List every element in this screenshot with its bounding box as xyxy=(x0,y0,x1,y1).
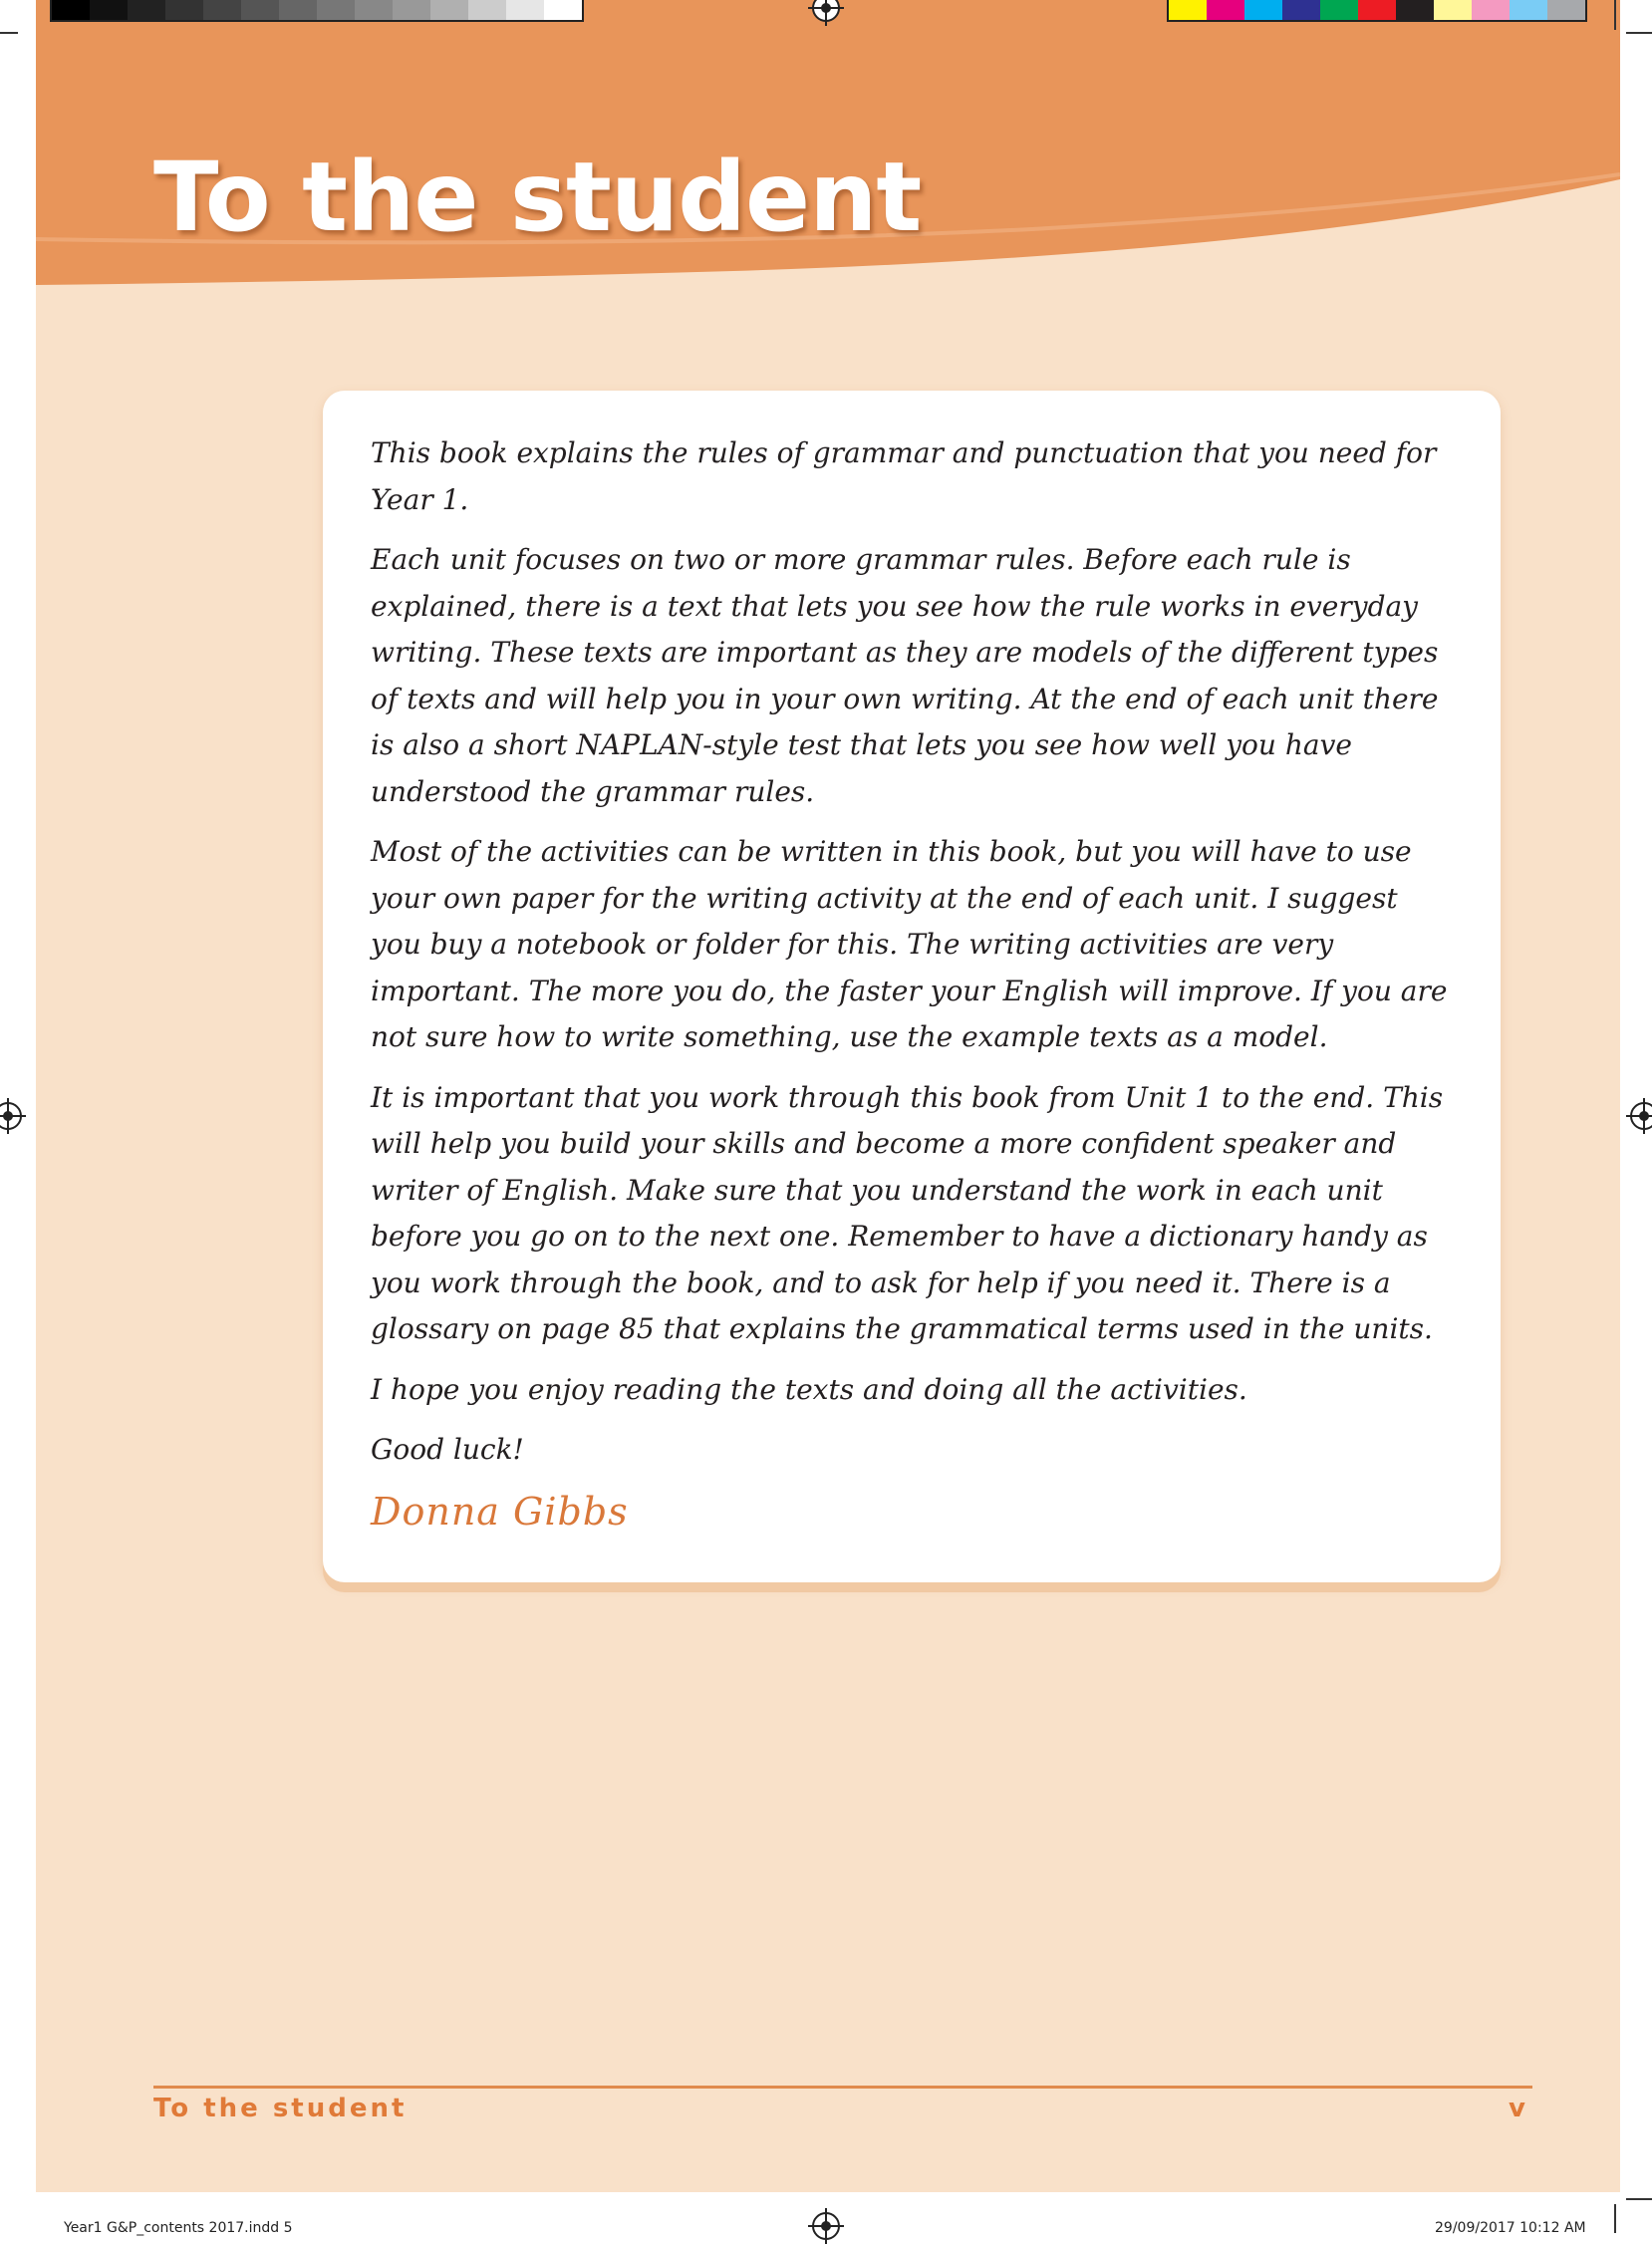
crop-mark xyxy=(1614,2204,1616,2233)
color-swatch xyxy=(1434,0,1472,20)
registration-mark-icon xyxy=(812,2212,840,2240)
paragraph-work-through: It is important that you work through this book from Unit 1 to the end. This will help you build your skills and become a more confident speaker and writer of English. Make sure that you understand the work in each unit before you go on to the next one. Remember to have a dictionary handy as you work through the book, and to ask for help if you need it. There is a glossary on page 85 that explains the grammatical terms used in the units. xyxy=(371,1080,1444,1345)
crop-mark xyxy=(1614,0,1616,30)
color-swatch xyxy=(1169,0,1207,20)
color-swatch xyxy=(1472,0,1510,20)
registration-mark-icon xyxy=(1630,1102,1652,1130)
gray-swatch xyxy=(90,0,128,20)
gray-swatch xyxy=(128,0,165,20)
color-swatch xyxy=(1207,0,1244,20)
gray-swatch xyxy=(203,0,241,20)
gray-swatch xyxy=(468,0,506,20)
page xyxy=(36,0,1620,2192)
gray-swatch xyxy=(241,0,279,20)
color-swatch xyxy=(1320,0,1358,20)
paragraph-good-luck: Good luck! xyxy=(371,1433,524,1466)
paragraph-enjoy: I hope you enjoy reading the texts and doing all the activities. xyxy=(371,1372,1247,1406)
gray-swatch xyxy=(279,0,317,20)
gray-swatch xyxy=(52,0,90,20)
author-signature: Donna Gibbs xyxy=(371,1489,629,1534)
footer-rule xyxy=(153,2086,1532,2089)
page-title: To the student xyxy=(153,141,922,253)
footer-page-number: v xyxy=(1509,2094,1525,2123)
gray-swatch xyxy=(544,0,582,20)
color-swatch xyxy=(1282,0,1320,20)
paragraph-intro: This book explains the rules of grammar and punctuation that you need for Year 1. xyxy=(371,436,1437,516)
gray-swatch xyxy=(506,0,544,20)
color-swatch xyxy=(1510,0,1547,20)
paragraph-activities: Most of the activities can be written in this book, but you will have to use your own paper for the writing activity at the end of each unit. I suggest you buy a notebook or folder for this. The writing activities are very important. The more you do, the faster your English will improve. If you are not sure how to write something, use the example texts as a model. xyxy=(371,835,1448,1053)
process-color-bar xyxy=(1167,0,1587,22)
gray-swatch xyxy=(165,0,203,20)
content-card xyxy=(323,391,1501,1582)
registration-mark-icon xyxy=(0,1102,22,1130)
crop-mark xyxy=(1626,32,1652,34)
gray-color-bar xyxy=(50,0,584,22)
print-slug-file: Year1 G&P_contents 2017.indd 5 xyxy=(64,2220,293,2236)
color-swatch xyxy=(1547,0,1585,20)
gray-swatch xyxy=(317,0,355,20)
footer-section-label: To the student xyxy=(153,2094,408,2123)
paragraph-units: Each unit focuses on two or more grammar rules. Before each rule is explained, there is a text that lets you see how the rule works in everyday writing. These texts are important as they are models of the different types of texts and will help you in your own writing. At the end of each unit there is also a short NAPLAN-style test that lets you see how well you have understood the grammar rules. xyxy=(371,543,1439,808)
gray-swatch xyxy=(355,0,393,20)
color-swatch xyxy=(1358,0,1396,20)
color-swatch xyxy=(1244,0,1282,20)
color-swatch xyxy=(1396,0,1434,20)
print-slug-date: 29/09/2017 10:12 AM xyxy=(1435,2220,1586,2236)
gray-swatch xyxy=(393,0,430,20)
crop-mark xyxy=(1626,2198,1652,2200)
gray-swatch xyxy=(430,0,468,20)
crop-mark xyxy=(0,32,18,34)
